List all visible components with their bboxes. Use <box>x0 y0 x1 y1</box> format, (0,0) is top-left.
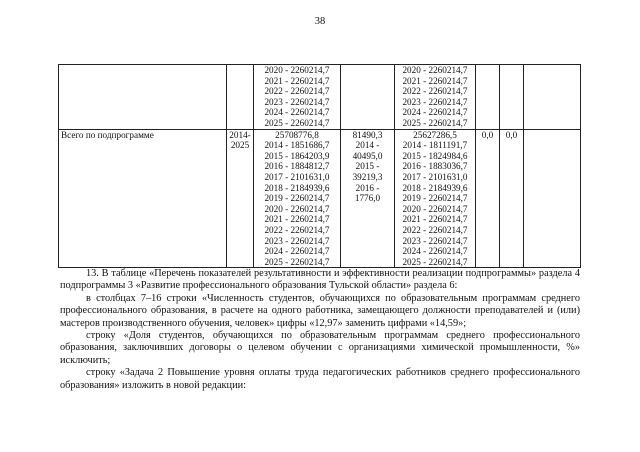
cell-line: 2015 - <box>355 161 380 172</box>
cell-line: 2025 - 2260214,7 <box>402 256 468 267</box>
table-cell <box>476 65 500 130</box>
total-funding-cell <box>254 129 341 268</box>
table-cell <box>524 129 581 268</box>
cell-line: 2023 - 2260214,7 <box>264 235 330 246</box>
cell-line: 2019 - 2260214,7 <box>264 193 330 204</box>
cell-line: 39219,3 <box>352 171 383 182</box>
cell-line: 25627286,5 <box>413 129 457 140</box>
table-cell <box>341 65 395 130</box>
cell-line: 2023 - 2260214,7 <box>264 96 330 107</box>
row-label: Всего по подпрограмме <box>59 129 227 268</box>
cell-line: 40495,0 <box>352 150 383 161</box>
federal-funding-cell <box>341 129 395 268</box>
table-cell <box>524 65 581 130</box>
extrabudget-funding-cell: 0,0 <box>500 129 524 268</box>
paragraph: 13. В таблице «Перечень показателей результативности и эффективности реализации подпрограммы» раздела 4 подпрограммы 3 «Развитие профессионального образования Тульской области» раздела 6: <box>60 268 580 292</box>
table-cell <box>500 65 524 130</box>
page-number: 38 <box>314 16 326 27</box>
cell-line: 2024 - 2260214,7 <box>402 107 468 118</box>
budget-table <box>58 64 581 268</box>
cell-line: 2024 - 2260214,7 <box>402 246 468 257</box>
cell-line: 2025 - 2260214,7 <box>402 117 468 128</box>
cell-line: 2021 - 2260214,7 <box>264 214 330 225</box>
cell-line: 2025 <box>230 140 250 151</box>
cell-line: 2022 - 2260214,7 <box>264 224 330 235</box>
table-cell <box>59 65 227 130</box>
cell-line: 2024 - 2260214,7 <box>264 107 330 118</box>
cell-line: 2017 - 2101631,0 <box>402 171 468 182</box>
cell-line: 2015 - 1824984,6 <box>402 150 468 161</box>
cell-line: 2021 - 2260214,7 <box>402 214 468 225</box>
municipal-funding-cell: 0,0 <box>476 129 500 268</box>
cell-line: 2016 - 1883036,7 <box>402 161 468 172</box>
cell-line: 2020 - 2260214,7 <box>264 203 330 214</box>
cell-line: 2025 - 2260214,7 <box>264 117 330 128</box>
paragraph: в столбцах 7–16 строки «Численность студентов, обучающихся по образовательным программам среднего профессионального образования, в расчете на одного работника, замещающего должности преподавателей и (или) мастеров производственного обучения, человек» цифры «12,97» заменить цифрами «14,59»; <box>60 292 580 329</box>
table-row <box>59 65 581 130</box>
cell-line: 2023 - 2260214,7 <box>402 235 468 246</box>
cell-line: 2018 - 2184939,6 <box>402 182 468 193</box>
cell-line: 2020 - 2260214,7 <box>402 203 468 214</box>
table-cell <box>395 65 476 130</box>
period-cell <box>227 129 254 268</box>
table-row-total <box>59 129 581 268</box>
cell-line: 2015 - 1864203,9 <box>264 150 330 161</box>
table-cell <box>254 65 341 130</box>
cell-line: 2017 - 2101631,0 <box>264 171 330 182</box>
cell-line: 2021 - 2260214,7 <box>402 75 468 86</box>
cell-line: 2019 - 2260214,7 <box>402 193 468 204</box>
cell-line: 2022 - 2260214,7 <box>264 86 330 97</box>
cell-line: 2022 - 2260214,7 <box>402 224 468 235</box>
cell-line: 2014- <box>229 129 251 140</box>
cell-line: 2022 - 2260214,7 <box>402 86 468 97</box>
cell-line: 2018 - 2184939,6 <box>264 182 330 193</box>
cell-line: 2025 - 2260214,7 <box>264 256 330 267</box>
regional-funding-cell <box>395 129 476 268</box>
cell-line: 2014 - 1851686,7 <box>264 140 330 151</box>
cell-line: 2020 - 2260214,7 <box>402 65 468 75</box>
cell-line: 2020 - 2260214,7 <box>264 65 330 75</box>
cell-line: 1776,0 <box>354 193 381 204</box>
cell-line: 2016 - <box>355 182 380 193</box>
cell-line: 2014 - <box>355 140 380 151</box>
document-body <box>60 268 580 392</box>
paragraph: строку «Доля студентов, обучающихся по образовательным программам среднего профессионального образования, заключивших договоры о целевом обучении с организациями химической промышленности, %» исключить; <box>60 330 580 366</box>
cell-line: 2021 - 2260214,7 <box>264 75 330 86</box>
cell-line: 2014 - 1811191,7 <box>402 140 468 151</box>
cell-line: 81490,3 <box>352 129 383 140</box>
cell-line: 2016 - 1884812,7 <box>264 161 330 172</box>
cell-line: 2023 - 2260214,7 <box>402 96 468 107</box>
cell-line: 2024 - 2260214,7 <box>264 246 330 257</box>
table-cell <box>227 65 254 130</box>
paragraph: строку «Задача 2 Повышение уровня оплаты труда педагогических работников среднего профессионального образования» изложить в новой редакции: <box>60 367 580 391</box>
cell-line: 25708776,8 <box>275 129 319 140</box>
